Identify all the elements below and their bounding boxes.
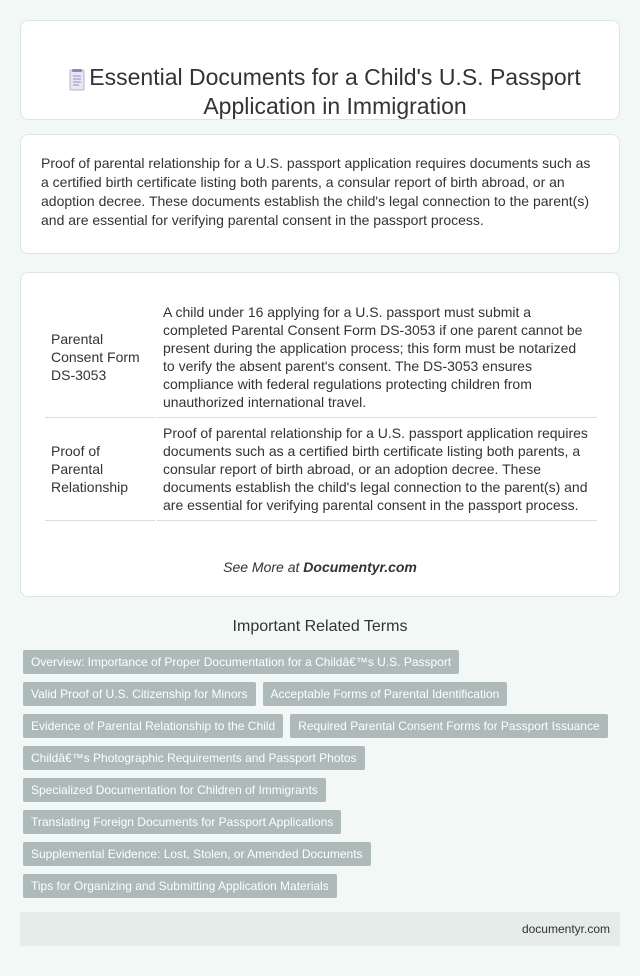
documents-table <box>43 297 599 521</box>
table-row <box>45 418 597 521</box>
related-term-tag[interactable]: Valid Proof of U.S. Citizenship for Minors <box>23 682 256 706</box>
term-cell: Parental Consent Form DS-3053 <box>45 297 155 418</box>
related-term-tag[interactable]: Acceptable Forms of Parental Identification <box>263 682 508 706</box>
description-cell: A child under 16 applying for a U.S. passport must submit a completed Parental Consent Form DS-3053 if one parent cannot be present during the application process; this form must be notarized to verify the absent parent's consent. The DS-3053 ensures compliance with federal regulations protecting children from unauthorized international travel. <box>157 297 597 418</box>
related-term-tag[interactable]: Specialized Documentation for Children of Immigrants <box>23 778 326 802</box>
term-cell: Proof of Parental Relationship <box>45 418 155 521</box>
description-cell: Proof of parental relationship for a U.S. passport application requires documents such as a certified birth certificate listing both parents, a consular report of birth abroad, or an adoption decree. These documents establish the child's legal connection to the parent(s) and are essential for verifying parental consent in the passport process. <box>157 418 597 521</box>
footer <box>20 912 620 946</box>
related-term-tag[interactable]: Tips for Organizing and Submitting Application Materials <box>23 874 337 898</box>
table-row <box>45 297 597 418</box>
related-term-tag[interactable]: Supplemental Evidence: Lost, Stolen, or Amended Documents <box>23 842 371 866</box>
summary-text: Proof of parental relationship for a U.S. passport application requires documents such as a certified birth certificate listing both parents, a consular report of birth abroad, or an adoption decree. These documents establish the child's legal connection to the parent(s) and are essential for verifying parental consent in the passport process. <box>41 155 591 228</box>
title-card <box>20 20 620 120</box>
footer-site-link[interactable]: documentyr.com <box>521 922 610 936</box>
summary-card <box>20 134 620 254</box>
related-term-tag[interactable]: Childâ€™s Photographic Requirements and Passport Photos <box>23 746 365 770</box>
related-term-tag[interactable]: Evidence of Parental Relationship to the Child <box>23 714 283 738</box>
documents-table-card <box>20 272 620 597</box>
related-term-tag[interactable]: Translating Foreign Documents for Passport Applications <box>23 810 341 834</box>
see-more-prefix: See More at <box>223 559 304 575</box>
see-more-site[interactable]: Documentyr.com <box>303 559 417 575</box>
page-title: Essential Documents for a Child's U.S. Passport Application in Immigration <box>89 64 581 119</box>
related-terms-list <box>23 650 613 906</box>
related-term-tag[interactable]: Overview: Importance of Proper Documentation for a Childâ€™s U.S. Passport <box>23 650 459 674</box>
related-term-tag[interactable]: Required Parental Consent Forms for Passport Issuance <box>290 714 607 738</box>
see-more-link[interactable] <box>21 559 619 575</box>
related-terms-heading: Important Related Terms <box>232 618 408 635</box>
